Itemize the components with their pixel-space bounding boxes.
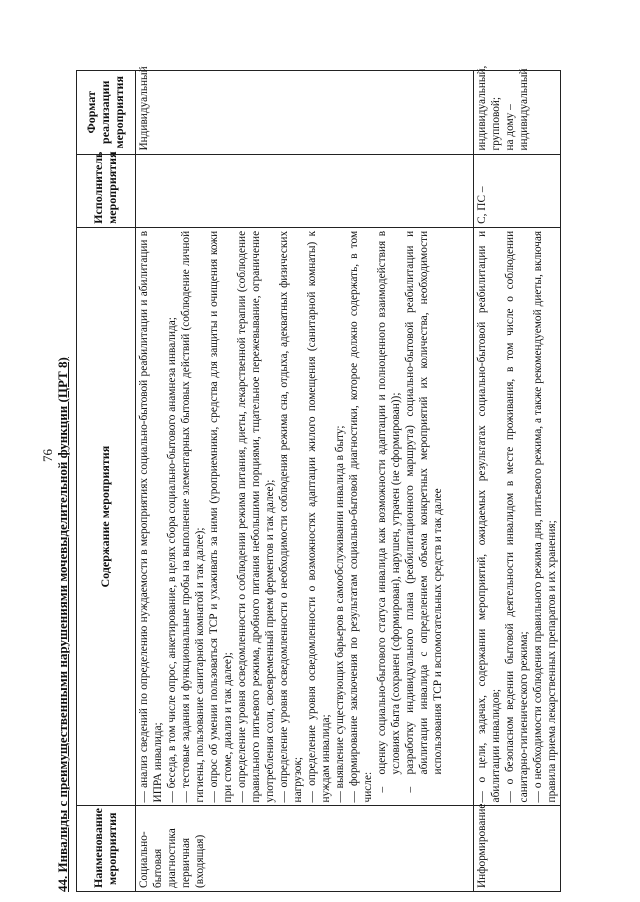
row-name-cell — [136, 806, 474, 892]
sub-list-item — [403, 230, 445, 793]
row-executor-cell — [136, 154, 474, 227]
dash-marker: – — [404, 786, 416, 793]
section-title: 44. Инвалиды с преимущественными нарушениями мочевыделительной функции (ЦРТ 8) — [55, 357, 70, 892]
header-executor: Исполнитель мероприятия — [77, 154, 136, 227]
row-format-cell — [136, 66, 474, 155]
row-executor-cell — [474, 154, 561, 227]
sub-list-item — [375, 230, 403, 793]
header-name: Наименование мероприятия — [77, 806, 136, 892]
list-item: — определение уровня осведомленности о возможностях адаптации жилого помещения (санитарной комнаты) к нуждам инвалида; — [306, 230, 332, 803]
dash-marker: – — [376, 786, 388, 793]
header-content: Содержание мероприятия — [77, 227, 136, 806]
row-name-cell — [474, 803, 561, 892]
row-name-line: диагностика — [166, 828, 178, 888]
table-row — [474, 71, 561, 892]
format-line: групповой; — [490, 96, 502, 151]
list-item: — о необходимости соблюдения правильного режима дня, питьевого режима, а также рекомендуемой диеты, включая правила приема лекарственных препаратов и их хранения; — [532, 230, 558, 803]
format-line: Индивидуальный — [138, 66, 150, 151]
list-item: — анализ сведений по определению нуждаемости в мероприятиях социально-бытовой реабилитации и абилитации в ИПРА инвалида; — [138, 230, 164, 803]
list-item: — определение уровня осведомленности о необходимости соблюдения режима сна, отдыха, адекватных физических нагрузок; — [278, 230, 304, 803]
sub-list-text: оценку социально-бытового статуса инвалида как возможности адаптации и полноценного взаимодействия в условиях быта (сохранен (сформирован), нарушен, утрачен (не сформирован)); — [376, 230, 402, 775]
row-content-cell — [474, 227, 561, 806]
executor-line: С, ПС – — [476, 186, 488, 224]
row-name-line: Информирование — [476, 803, 488, 888]
measures-table — [76, 65, 561, 892]
list-item: — формирование заключения по результатам социально-бытовой диагностики, которое должно содержать, в том числе: — [348, 230, 374, 803]
row-name-line: (входящая) — [194, 834, 206, 888]
table-header-row — [77, 71, 136, 892]
format-line: индивидуальный — [518, 68, 530, 151]
header-format: Формат реализации мероприятия — [77, 71, 136, 155]
format-line: на дому – — [504, 104, 516, 151]
list-item: — беседа, в том числе опрос, анкетирование, в целях сбора социально-бытового анамнеза инвалида; — [166, 317, 178, 803]
list-item: — о цели, задачах, содержании мероприятий, ожидаемых результатах социально-бытовой реабилитации и абилитации инвалидов; — [476, 230, 502, 803]
list-item: — выявление существующих барьеров в самообслуживании инвалида в быту; — [334, 425, 346, 803]
sub-list-text: разработку индивидуального плана (реабилитационного маршрута) социально-бытовой реабилитации и абилитации инвалида с определением объема конкретных мероприятий их количества, необходимости использования ТСР и вспомогательных средств и так далее — [404, 230, 444, 775]
table-row — [136, 71, 474, 892]
row-name-line: первичная — [180, 837, 192, 888]
list-item: — тестовые задания и функциональные пробы на выполнение элементарных бытовых действий (соблюдение личной гигиены, пользование санитарной комнатой и так далее); — [180, 230, 206, 803]
list-item: — о безопасном ведении бытовой деятельности инвалидом в месте проживания, в том числе о соблюдении санитарно-гигиенического режима; — [504, 230, 530, 803]
list-item: — определение уровня осведомленности о соблюдении режима питания, диеты, лекарственной терапии (соблюдение правильного питьевого режима, дробного питания небольшими порциями, тщательное пережевывание, ограничение употребления соли, своевременный прием ферментов и так далее); — [236, 230, 276, 803]
list-item: — опрос об умении пользоваться ТСР и ухаживать за ними (уроприемники, средства для защиты и очищения кожи при стоме, диализ и так далее); — [208, 230, 234, 803]
page-number: 76 — [40, 449, 55, 462]
format-line: индивидуальный, — [476, 65, 488, 151]
row-content-cell — [136, 227, 474, 806]
row-name-line: Социально-бытовая — [138, 831, 164, 888]
row-format-cell — [474, 65, 561, 155]
